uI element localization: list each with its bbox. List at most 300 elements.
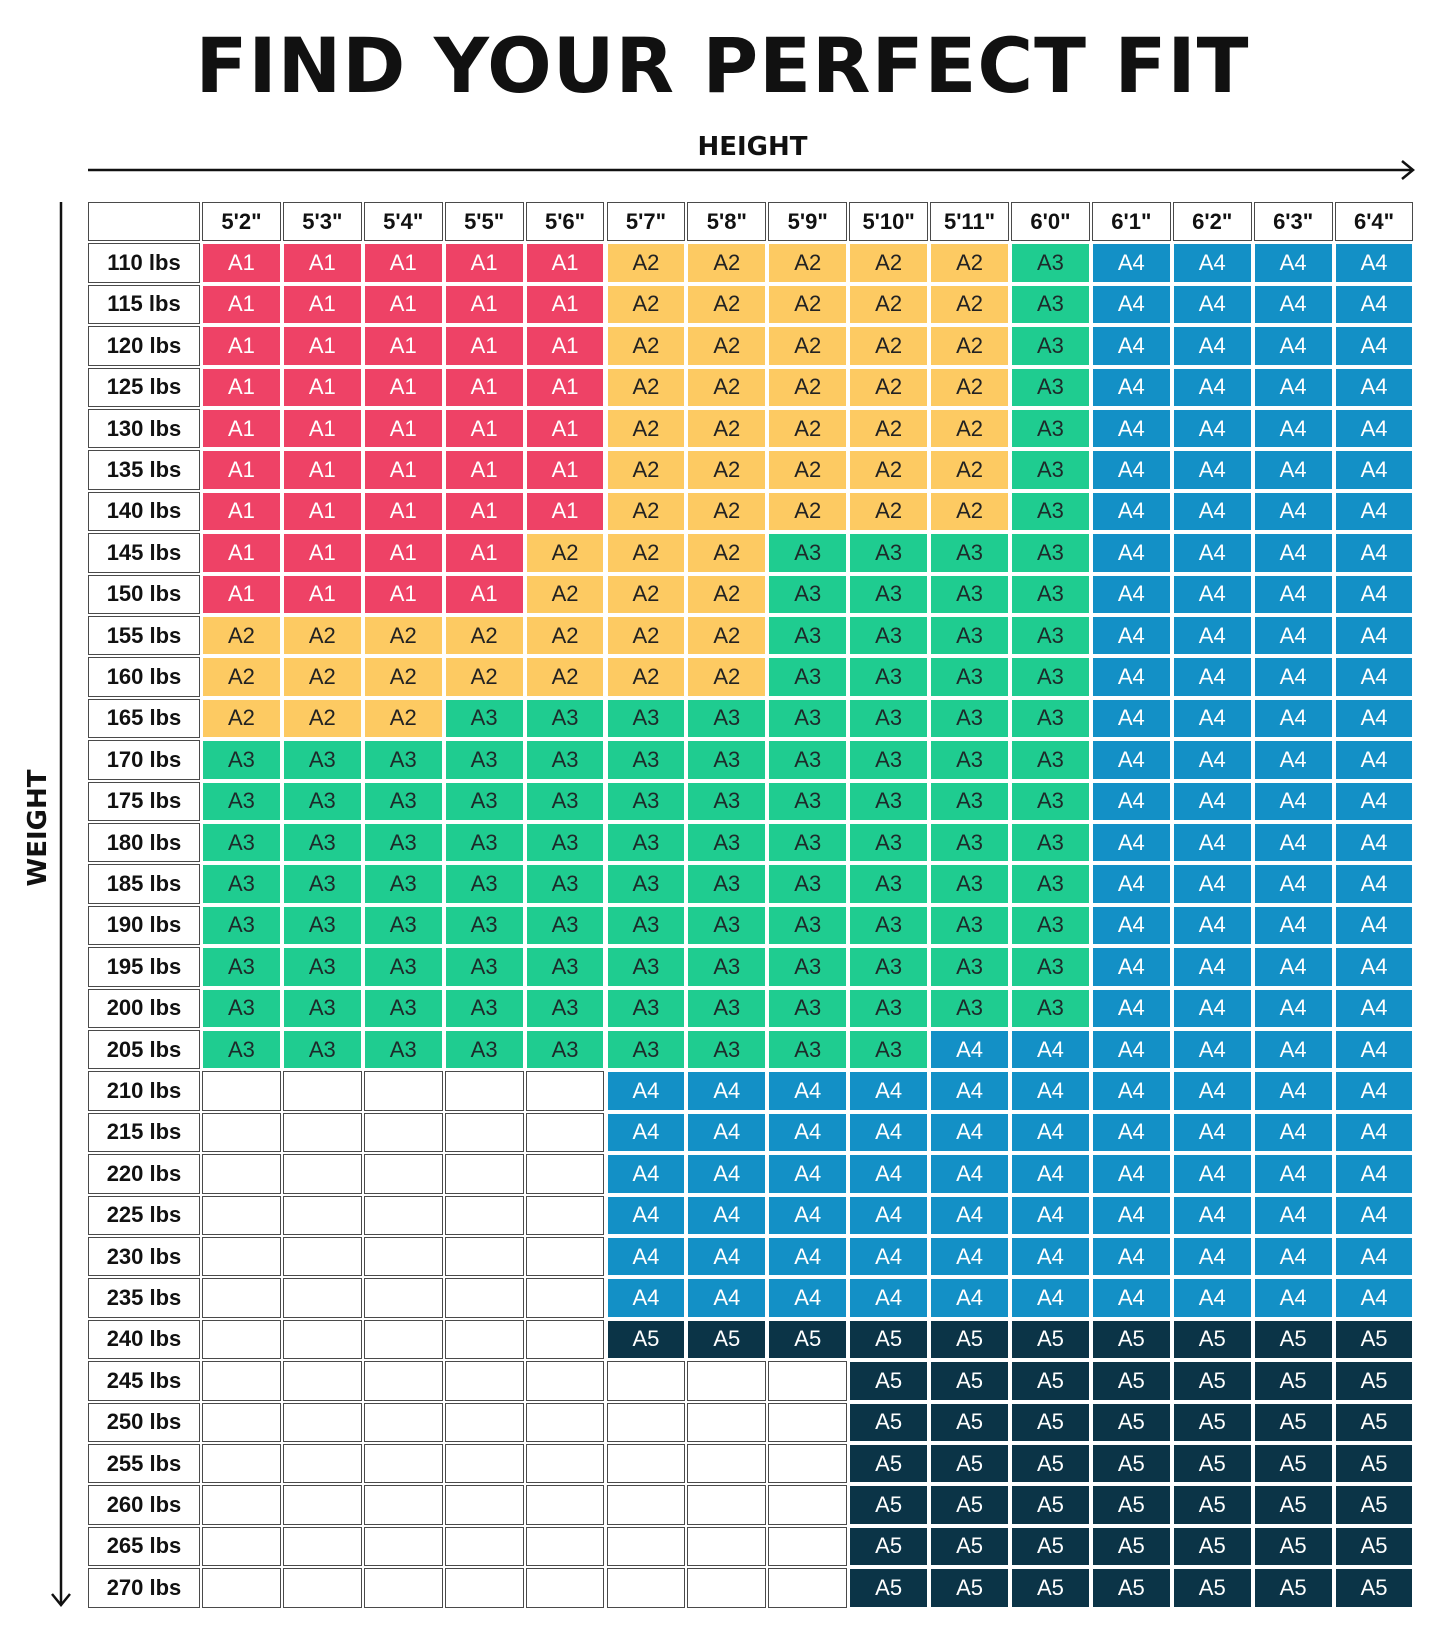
size-cell: A5 <box>1254 1403 1333 1442</box>
size-cell: A5 <box>1092 1320 1171 1359</box>
size-cell: A3 <box>768 533 847 572</box>
empty-size-cell <box>768 1403 847 1442</box>
empty-size-cell <box>687 1485 766 1524</box>
size-cell: A5 <box>930 1320 1009 1359</box>
corner-cell <box>88 202 200 241</box>
size-cell: A3 <box>849 657 928 696</box>
size-cell: A4 <box>1254 989 1333 1028</box>
empty-size-cell <box>526 1403 605 1442</box>
size-cell: A5 <box>930 1568 1009 1607</box>
size-cell: A3 <box>445 1030 524 1069</box>
empty-size-cell <box>283 1071 362 1110</box>
empty-size-cell <box>283 1278 362 1317</box>
size-cell: A5 <box>849 1403 928 1442</box>
size-cell: A4 <box>1254 285 1333 324</box>
size-cell: A1 <box>202 409 281 448</box>
weight-row-header: 125 lbs <box>88 368 200 407</box>
size-cell: A3 <box>607 699 686 738</box>
size-cell: A2 <box>364 616 443 655</box>
size-cell: A4 <box>1173 947 1252 986</box>
height-column-header: 5'7" <box>607 202 686 241</box>
height-column-header: 6'2" <box>1173 202 1252 241</box>
empty-size-cell <box>607 1361 686 1400</box>
size-cell: A5 <box>930 1527 1009 1566</box>
empty-size-cell <box>526 1154 605 1193</box>
size-cell: A2 <box>607 243 686 282</box>
size-cell: A3 <box>364 1030 443 1069</box>
size-cell: A1 <box>202 368 281 407</box>
size-cell: A4 <box>1092 1196 1171 1235</box>
size-cell: A3 <box>1011 947 1090 986</box>
size-cell: A4 <box>1092 740 1171 779</box>
size-cell: A3 <box>687 989 766 1028</box>
weight-row-header: 205 lbs <box>88 1030 200 1069</box>
size-cell: A4 <box>1011 1237 1090 1276</box>
size-cell: A1 <box>526 409 605 448</box>
size-cell: A4 <box>1335 243 1414 282</box>
size-cell: A1 <box>364 368 443 407</box>
empty-size-cell <box>202 1278 281 1317</box>
size-cell: A3 <box>202 782 281 821</box>
size-cell: A4 <box>1173 699 1252 738</box>
size-cell: A4 <box>768 1113 847 1152</box>
size-cell: A3 <box>445 782 524 821</box>
size-cell: A3 <box>202 947 281 986</box>
weight-row-header: 225 lbs <box>88 1196 200 1235</box>
size-cell: A2 <box>768 243 847 282</box>
size-cell: A3 <box>930 864 1009 903</box>
weight-row-header: 270 lbs <box>88 1568 200 1607</box>
size-cell: A5 <box>1335 1485 1414 1524</box>
size-cell: A5 <box>768 1320 847 1359</box>
size-cell: A3 <box>930 699 1009 738</box>
empty-size-cell <box>202 1361 281 1400</box>
size-cell: A1 <box>202 450 281 489</box>
size-cell: A5 <box>1011 1485 1090 1524</box>
size-cell: A5 <box>1173 1444 1252 1483</box>
size-cell: A4 <box>1173 1196 1252 1235</box>
size-cell: A3 <box>1011 823 1090 862</box>
size-cell: A4 <box>1254 1154 1333 1193</box>
size-cell: A3 <box>526 906 605 945</box>
size-cell: A3 <box>849 782 928 821</box>
size-cell: A3 <box>364 989 443 1028</box>
size-cell: A1 <box>445 533 524 572</box>
size-cell: A2 <box>849 450 928 489</box>
size-cell: A4 <box>687 1237 766 1276</box>
size-cell: A2 <box>445 616 524 655</box>
size-cell: A1 <box>445 492 524 531</box>
size-cell: A3 <box>283 1030 362 1069</box>
size-cell: A4 <box>607 1278 686 1317</box>
size-cell: A4 <box>687 1196 766 1235</box>
size-cell: A1 <box>283 492 362 531</box>
size-cell: A3 <box>202 740 281 779</box>
size-cell: A2 <box>607 326 686 365</box>
size-cell: A3 <box>930 823 1009 862</box>
size-cell: A4 <box>1254 368 1333 407</box>
size-cell: A1 <box>283 533 362 572</box>
size-cell: A2 <box>930 285 1009 324</box>
size-cell: A4 <box>1254 947 1333 986</box>
size-cell: A1 <box>526 368 605 407</box>
weight-row-header: 235 lbs <box>88 1278 200 1317</box>
empty-size-cell <box>202 1196 281 1235</box>
size-cell: A3 <box>687 906 766 945</box>
empty-size-cell <box>202 1071 281 1110</box>
size-cell: A2 <box>526 575 605 614</box>
size-cell: A3 <box>849 575 928 614</box>
weight-row-header: 250 lbs <box>88 1403 200 1442</box>
size-cell: A5 <box>1335 1527 1414 1566</box>
size-cell: A4 <box>1335 782 1414 821</box>
empty-size-cell <box>526 1485 605 1524</box>
size-cell: A2 <box>607 409 686 448</box>
size-cell: A4 <box>1254 1030 1333 1069</box>
weight-row-header: 110 lbs <box>88 243 200 282</box>
size-cell: A3 <box>202 906 281 945</box>
size-cell: A3 <box>364 947 443 986</box>
weight-row-header: 215 lbs <box>88 1113 200 1152</box>
size-cell: A5 <box>1254 1361 1333 1400</box>
empty-size-cell <box>364 1485 443 1524</box>
size-cell: A5 <box>1092 1485 1171 1524</box>
size-cell: A3 <box>849 740 928 779</box>
size-cell: A4 <box>930 1071 1009 1110</box>
empty-size-cell <box>202 1485 281 1524</box>
size-cell: A1 <box>364 533 443 572</box>
size-cell: A3 <box>687 947 766 986</box>
size-cell: A2 <box>607 368 686 407</box>
size-cell: A4 <box>768 1154 847 1193</box>
size-cell: A2 <box>849 368 928 407</box>
height-column-header: 5'4" <box>364 202 443 241</box>
size-cell: A3 <box>445 740 524 779</box>
size-cell: A4 <box>607 1113 686 1152</box>
size-cell: A4 <box>1254 1113 1333 1152</box>
size-cell: A3 <box>768 989 847 1028</box>
size-cell: A3 <box>445 699 524 738</box>
weight-row-header: 265 lbs <box>88 1527 200 1566</box>
size-cell: A2 <box>687 492 766 531</box>
size-cell: A4 <box>1335 1113 1414 1152</box>
size-cell: A4 <box>1173 1237 1252 1276</box>
size-cell: A3 <box>607 989 686 1028</box>
size-cell: A5 <box>1092 1444 1171 1483</box>
size-cell: A3 <box>687 699 766 738</box>
size-cell: A4 <box>1254 533 1333 572</box>
size-cell: A5 <box>1011 1527 1090 1566</box>
size-cell: A4 <box>1092 243 1171 282</box>
height-column-header: 6'4" <box>1335 202 1414 241</box>
height-column-header: 5'9" <box>768 202 847 241</box>
size-cell: A4 <box>1173 1278 1252 1317</box>
size-cell: A3 <box>930 575 1009 614</box>
empty-size-cell <box>283 1113 362 1152</box>
size-cell: A5 <box>1254 1485 1333 1524</box>
size-cell: A5 <box>1011 1444 1090 1483</box>
size-cell: A4 <box>1254 699 1333 738</box>
weight-row-header: 120 lbs <box>88 326 200 365</box>
size-cell: A2 <box>768 285 847 324</box>
empty-size-cell <box>283 1361 362 1400</box>
size-cell: A4 <box>607 1196 686 1235</box>
size-cell: A3 <box>849 533 928 572</box>
size-cell: A4 <box>1335 989 1414 1028</box>
size-cell: A1 <box>283 450 362 489</box>
size-cell: A5 <box>849 1568 928 1607</box>
size-cell: A5 <box>1092 1361 1171 1400</box>
size-cell: A5 <box>1173 1527 1252 1566</box>
empty-size-cell <box>445 1196 524 1235</box>
size-cell: A4 <box>607 1071 686 1110</box>
size-cell: A2 <box>607 657 686 696</box>
size-cell: A3 <box>849 823 928 862</box>
empty-size-cell <box>364 1113 443 1152</box>
size-cell: A4 <box>768 1278 847 1317</box>
size-cell: A1 <box>202 575 281 614</box>
size-cell: A2 <box>768 492 847 531</box>
weight-row-header: 175 lbs <box>88 782 200 821</box>
empty-size-cell <box>202 1320 281 1359</box>
size-cell: A4 <box>1092 616 1171 655</box>
size-cell: A3 <box>1011 243 1090 282</box>
weight-row-header: 170 lbs <box>88 740 200 779</box>
size-cell: A2 <box>445 657 524 696</box>
empty-size-cell <box>202 1113 281 1152</box>
size-cell: A3 <box>849 699 928 738</box>
size-cell: A5 <box>1011 1361 1090 1400</box>
size-cell: A4 <box>930 1154 1009 1193</box>
size-cell: A1 <box>202 533 281 572</box>
size-cell: A4 <box>1092 823 1171 862</box>
empty-size-cell <box>687 1444 766 1483</box>
size-cell: A3 <box>1011 989 1090 1028</box>
empty-size-cell <box>283 1444 362 1483</box>
size-cell: A4 <box>1254 740 1333 779</box>
weight-row-header: 165 lbs <box>88 699 200 738</box>
size-cell: A1 <box>283 285 362 324</box>
size-cell: A2 <box>364 699 443 738</box>
size-cell: A4 <box>1254 782 1333 821</box>
weight-row-header: 260 lbs <box>88 1485 200 1524</box>
size-cell: A3 <box>607 1030 686 1069</box>
size-cell: A1 <box>283 368 362 407</box>
size-cell: A2 <box>849 409 928 448</box>
size-cell: A4 <box>1254 657 1333 696</box>
size-cell: A5 <box>1254 1527 1333 1566</box>
height-column-header: 6'3" <box>1254 202 1333 241</box>
size-cell: A4 <box>768 1237 847 1276</box>
empty-size-cell <box>445 1568 524 1607</box>
size-cell: A4 <box>1092 1113 1171 1152</box>
size-cell: A2 <box>849 492 928 531</box>
size-cell: A4 <box>1335 1071 1414 1110</box>
size-cell: A3 <box>768 1030 847 1069</box>
size-cell: A4 <box>1254 823 1333 862</box>
height-column-header: 5'8" <box>687 202 766 241</box>
size-cell: A4 <box>1092 782 1171 821</box>
size-cell: A4 <box>1173 1113 1252 1152</box>
empty-size-cell <box>607 1403 686 1442</box>
size-cell: A4 <box>768 1071 847 1110</box>
empty-size-cell <box>202 1527 281 1566</box>
size-cell: A3 <box>687 740 766 779</box>
size-cell: A5 <box>849 1361 928 1400</box>
empty-size-cell <box>364 1403 443 1442</box>
height-column-header: 5'3" <box>283 202 362 241</box>
size-cell: A4 <box>1092 1154 1171 1193</box>
size-cell: A5 <box>1092 1527 1171 1566</box>
size-cell: A4 <box>849 1196 928 1235</box>
empty-size-cell <box>364 1237 443 1276</box>
size-cell: A3 <box>364 823 443 862</box>
size-cell: A4 <box>1254 575 1333 614</box>
empty-size-cell <box>202 1444 281 1483</box>
size-cell: A4 <box>1092 533 1171 572</box>
size-cell: A2 <box>768 326 847 365</box>
size-cell: A2 <box>930 409 1009 448</box>
size-cell: A4 <box>1092 368 1171 407</box>
size-cell: A3 <box>849 906 928 945</box>
size-cell: A3 <box>445 864 524 903</box>
empty-size-cell <box>364 1444 443 1483</box>
size-cell: A2 <box>768 450 847 489</box>
empty-size-cell <box>687 1361 766 1400</box>
size-cell: A2 <box>687 243 766 282</box>
size-cell: A1 <box>364 409 443 448</box>
size-cell: A5 <box>1011 1403 1090 1442</box>
size-cell: A1 <box>364 450 443 489</box>
size-cell: A4 <box>1254 616 1333 655</box>
size-cell: A1 <box>364 285 443 324</box>
size-cell: A5 <box>1173 1568 1252 1607</box>
size-cell: A3 <box>768 699 847 738</box>
size-cell: A2 <box>202 657 281 696</box>
empty-size-cell <box>526 1196 605 1235</box>
size-cell: A2 <box>687 409 766 448</box>
size-cell: A3 <box>364 782 443 821</box>
size-cell: A5 <box>1254 1444 1333 1483</box>
size-cell: A3 <box>768 657 847 696</box>
size-cell: A4 <box>1335 368 1414 407</box>
size-cell: A2 <box>607 533 686 572</box>
size-cell: A4 <box>1335 575 1414 614</box>
empty-size-cell <box>202 1154 281 1193</box>
empty-size-cell <box>445 1527 524 1566</box>
size-cell: A3 <box>768 823 847 862</box>
size-cell: A4 <box>1254 326 1333 365</box>
size-cell: A3 <box>768 575 847 614</box>
size-cell: A3 <box>849 864 928 903</box>
size-cell: A4 <box>1092 1237 1171 1276</box>
size-cell: A3 <box>930 947 1009 986</box>
size-cell: A4 <box>1335 450 1414 489</box>
size-cell: A4 <box>1092 947 1171 986</box>
size-cell: A4 <box>1335 1154 1414 1193</box>
size-cell: A2 <box>687 368 766 407</box>
empty-size-cell <box>526 1113 605 1152</box>
size-cell: A3 <box>526 823 605 862</box>
empty-size-cell <box>526 1071 605 1110</box>
empty-size-cell <box>283 1568 362 1607</box>
empty-size-cell <box>687 1527 766 1566</box>
size-cell: A3 <box>768 864 847 903</box>
size-cell: A2 <box>687 450 766 489</box>
size-cell: A4 <box>1335 409 1414 448</box>
size-cell: A4 <box>687 1154 766 1193</box>
size-cell: A3 <box>445 947 524 986</box>
size-cell: A3 <box>607 906 686 945</box>
weight-row-header: 135 lbs <box>88 450 200 489</box>
size-cell: A2 <box>283 657 362 696</box>
size-cell: A4 <box>1335 492 1414 531</box>
size-cell: A4 <box>1335 1030 1414 1069</box>
size-cell: A1 <box>526 492 605 531</box>
size-cell: A3 <box>445 989 524 1028</box>
size-cell: A4 <box>1173 616 1252 655</box>
weight-row-header: 210 lbs <box>88 1071 200 1110</box>
size-cell: A3 <box>445 823 524 862</box>
size-cell: A5 <box>1254 1568 1333 1607</box>
size-cell: A4 <box>1254 1196 1333 1235</box>
size-cell: A1 <box>202 285 281 324</box>
empty-size-cell <box>364 1278 443 1317</box>
empty-size-cell <box>445 1237 524 1276</box>
height-column-header: 5'6" <box>526 202 605 241</box>
size-cell: A2 <box>607 450 686 489</box>
size-cell: A1 <box>445 575 524 614</box>
size-cell: A3 <box>930 782 1009 821</box>
size-cell: A4 <box>687 1071 766 1110</box>
size-cell: A4 <box>1092 989 1171 1028</box>
empty-size-cell <box>526 1361 605 1400</box>
size-cell: A5 <box>1173 1361 1252 1400</box>
size-cell: A3 <box>1011 533 1090 572</box>
size-cell: A1 <box>445 243 524 282</box>
weight-row-header: 155 lbs <box>88 616 200 655</box>
size-cell: A3 <box>930 616 1009 655</box>
empty-size-cell <box>283 1403 362 1442</box>
size-cell: A2 <box>202 699 281 738</box>
height-axis-label: HEIGHT <box>697 132 808 162</box>
size-cell: A4 <box>1335 864 1414 903</box>
empty-size-cell <box>283 1196 362 1235</box>
size-cell: A4 <box>1335 1237 1414 1276</box>
size-cell: A4 <box>1335 1196 1414 1235</box>
size-cell: A5 <box>849 1320 928 1359</box>
size-cell: A3 <box>1011 782 1090 821</box>
size-cell: A1 <box>283 409 362 448</box>
weight-row-header: 195 lbs <box>88 947 200 986</box>
weight-row-header: 150 lbs <box>88 575 200 614</box>
size-cell: A4 <box>1254 1278 1333 1317</box>
empty-size-cell <box>283 1237 362 1276</box>
size-cell: A5 <box>687 1320 766 1359</box>
size-cell: A1 <box>202 492 281 531</box>
size-cell: A3 <box>1011 326 1090 365</box>
empty-size-cell <box>283 1485 362 1524</box>
size-cell: A4 <box>849 1071 928 1110</box>
size-cell: A1 <box>526 326 605 365</box>
size-cell: A5 <box>1011 1568 1090 1607</box>
size-cell: A2 <box>930 450 1009 489</box>
size-cell: A3 <box>283 989 362 1028</box>
size-cell: A4 <box>1092 864 1171 903</box>
size-cell: A3 <box>1011 699 1090 738</box>
size-cell: A3 <box>849 989 928 1028</box>
size-cell: A1 <box>445 450 524 489</box>
